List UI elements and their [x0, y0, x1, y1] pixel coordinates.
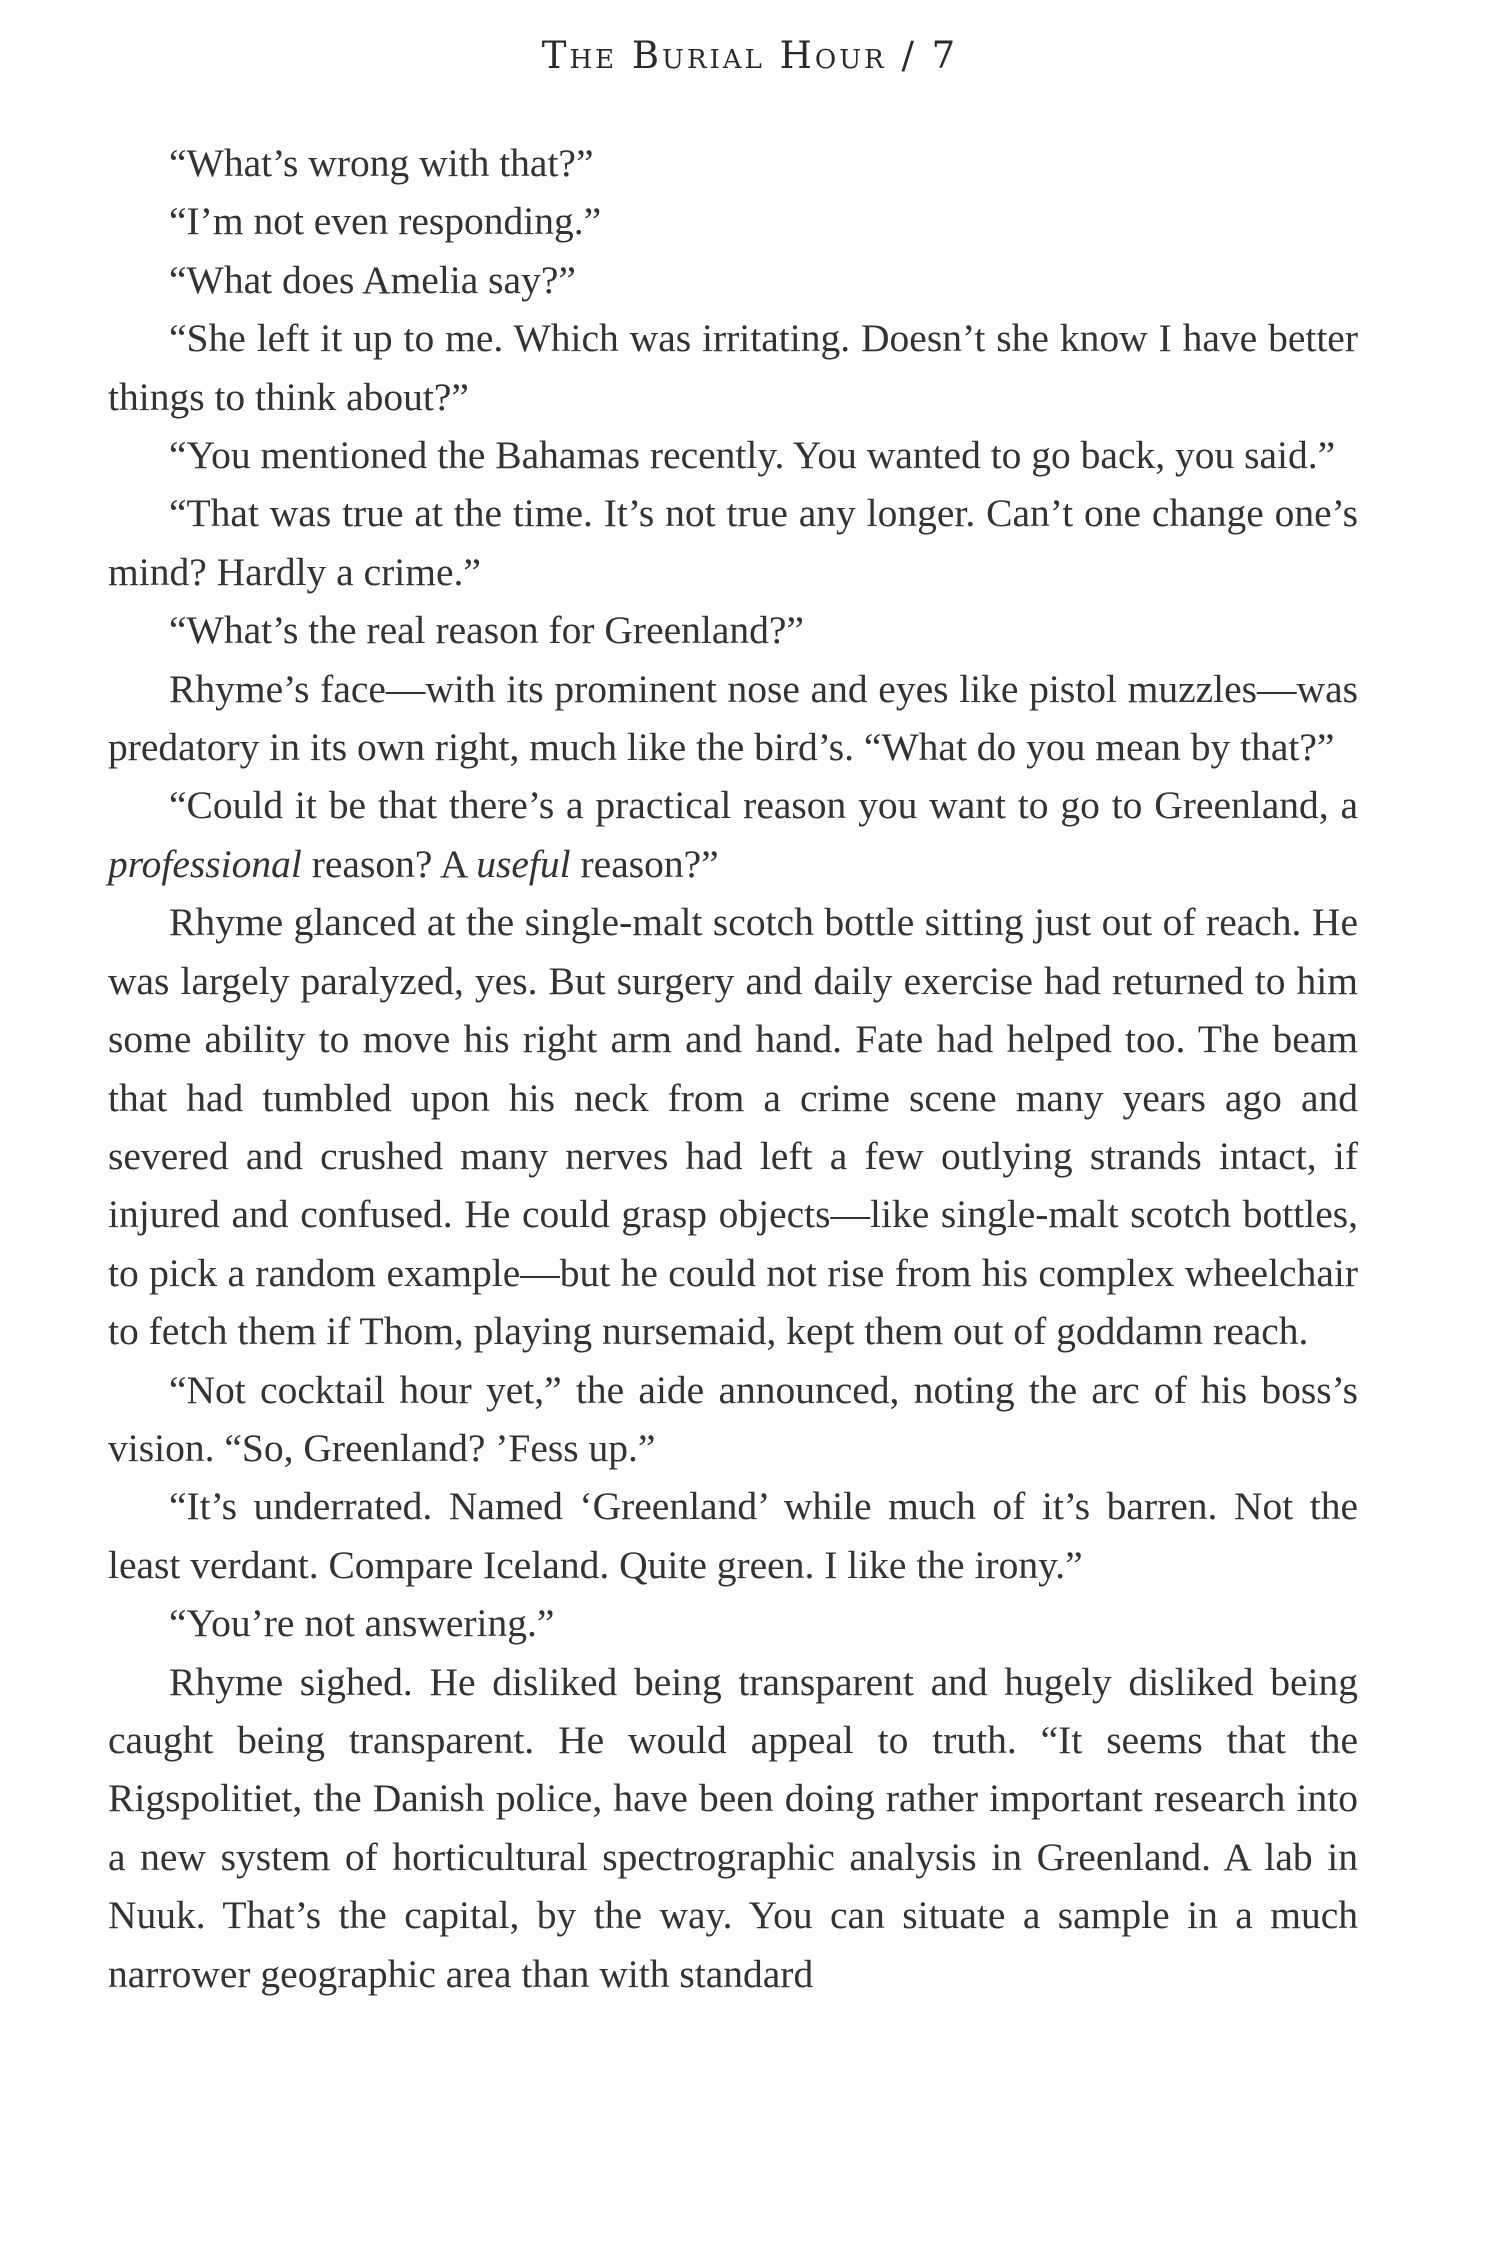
paragraph-2: “I’m not even responding.”: [169, 199, 602, 244]
paragraph-13: “You’re not answering.”: [169, 1601, 555, 1646]
paragraph-9-part-a: “Could it be that there’s a practical reason you want to go to Greenland, a: [169, 783, 1358, 828]
emphasis-professional: professional: [108, 841, 302, 886]
paragraph-7: “What’s the real reason for Greenland?”: [169, 608, 804, 653]
paragraph-10: Rhyme glanced at the single-malt scotch bottle sitting just out of reach. He was largely paralyzed, yes. But surgery and daily exercise had returned to him some ability to move his right arm and hand. Fate had helped too. The beam that had tumbled upon his neck from a crime scene many years ago and severed and crushed many nerves had left a few outlying strands intact, if injured and confused. He could grasp objects—like single-malt scotch bottles, to pick a random example—but he could not rise from his complex wheelchair to fetch them if Thom, playing nursemaid, kept them out of goddamn reach.: [108, 900, 1358, 1354]
paragraph-14: Rhyme sighed. He disliked being transparent and hugely disliked being caught being transparent. He would appeal to truth. “It seems that the Rigspolitiet, the Danish police, have been doing rather important research into a new system of horticultural spectrographic analysis in Greenland. A lab in Nuuk. That’s the capital, by the way. You can situate a sample in a much narrower geographic area than with standard: [108, 1659, 1358, 1996]
paragraph-9-part-c: reason?”: [570, 841, 719, 886]
paragraph-12: “It’s underrated. Named ‘Greenland’ while much of it’s barren. Not the least verdant. Compare Iceland. Quite green. I like the irony.”: [108, 1484, 1358, 1587]
emphasis-useful: useful: [476, 841, 571, 886]
paragraph-1: “What’s wrong with that?”: [169, 141, 594, 185]
paragraph-9: [108, 776, 1358, 893]
body-text: [108, 134, 1358, 2003]
paragraph-9-part-b: reason? A: [301, 841, 477, 886]
paragraph-8: Rhyme’s face—with its prominent nose and eyes like pistol muzzles—was predatory in its own right, much like the bird’s. “What do you mean by that?”: [108, 666, 1358, 770]
running-head: The Burial Hour / 7: [541, 34, 959, 77]
paragraph-6: “That was true at the time. It’s not true any longer. Can’t one change one’s mind? Hardly a crime.”: [108, 491, 1358, 594]
paragraph-5: “You mentioned the Bahamas recently. You wanted to go back, you said.”: [169, 433, 1336, 478]
paragraph-11: “Not cocktail hour yet,” the aide announced, noting the arc of his boss’s vision. “So, Greenland? ’Fess up.”: [108, 1367, 1358, 1470]
paragraph-3: “What does Amelia say?”: [169, 257, 576, 302]
paragraph-4: “She left it up to me. Which was irritating. Doesn’t she know I have better things to think about?”: [108, 316, 1358, 419]
